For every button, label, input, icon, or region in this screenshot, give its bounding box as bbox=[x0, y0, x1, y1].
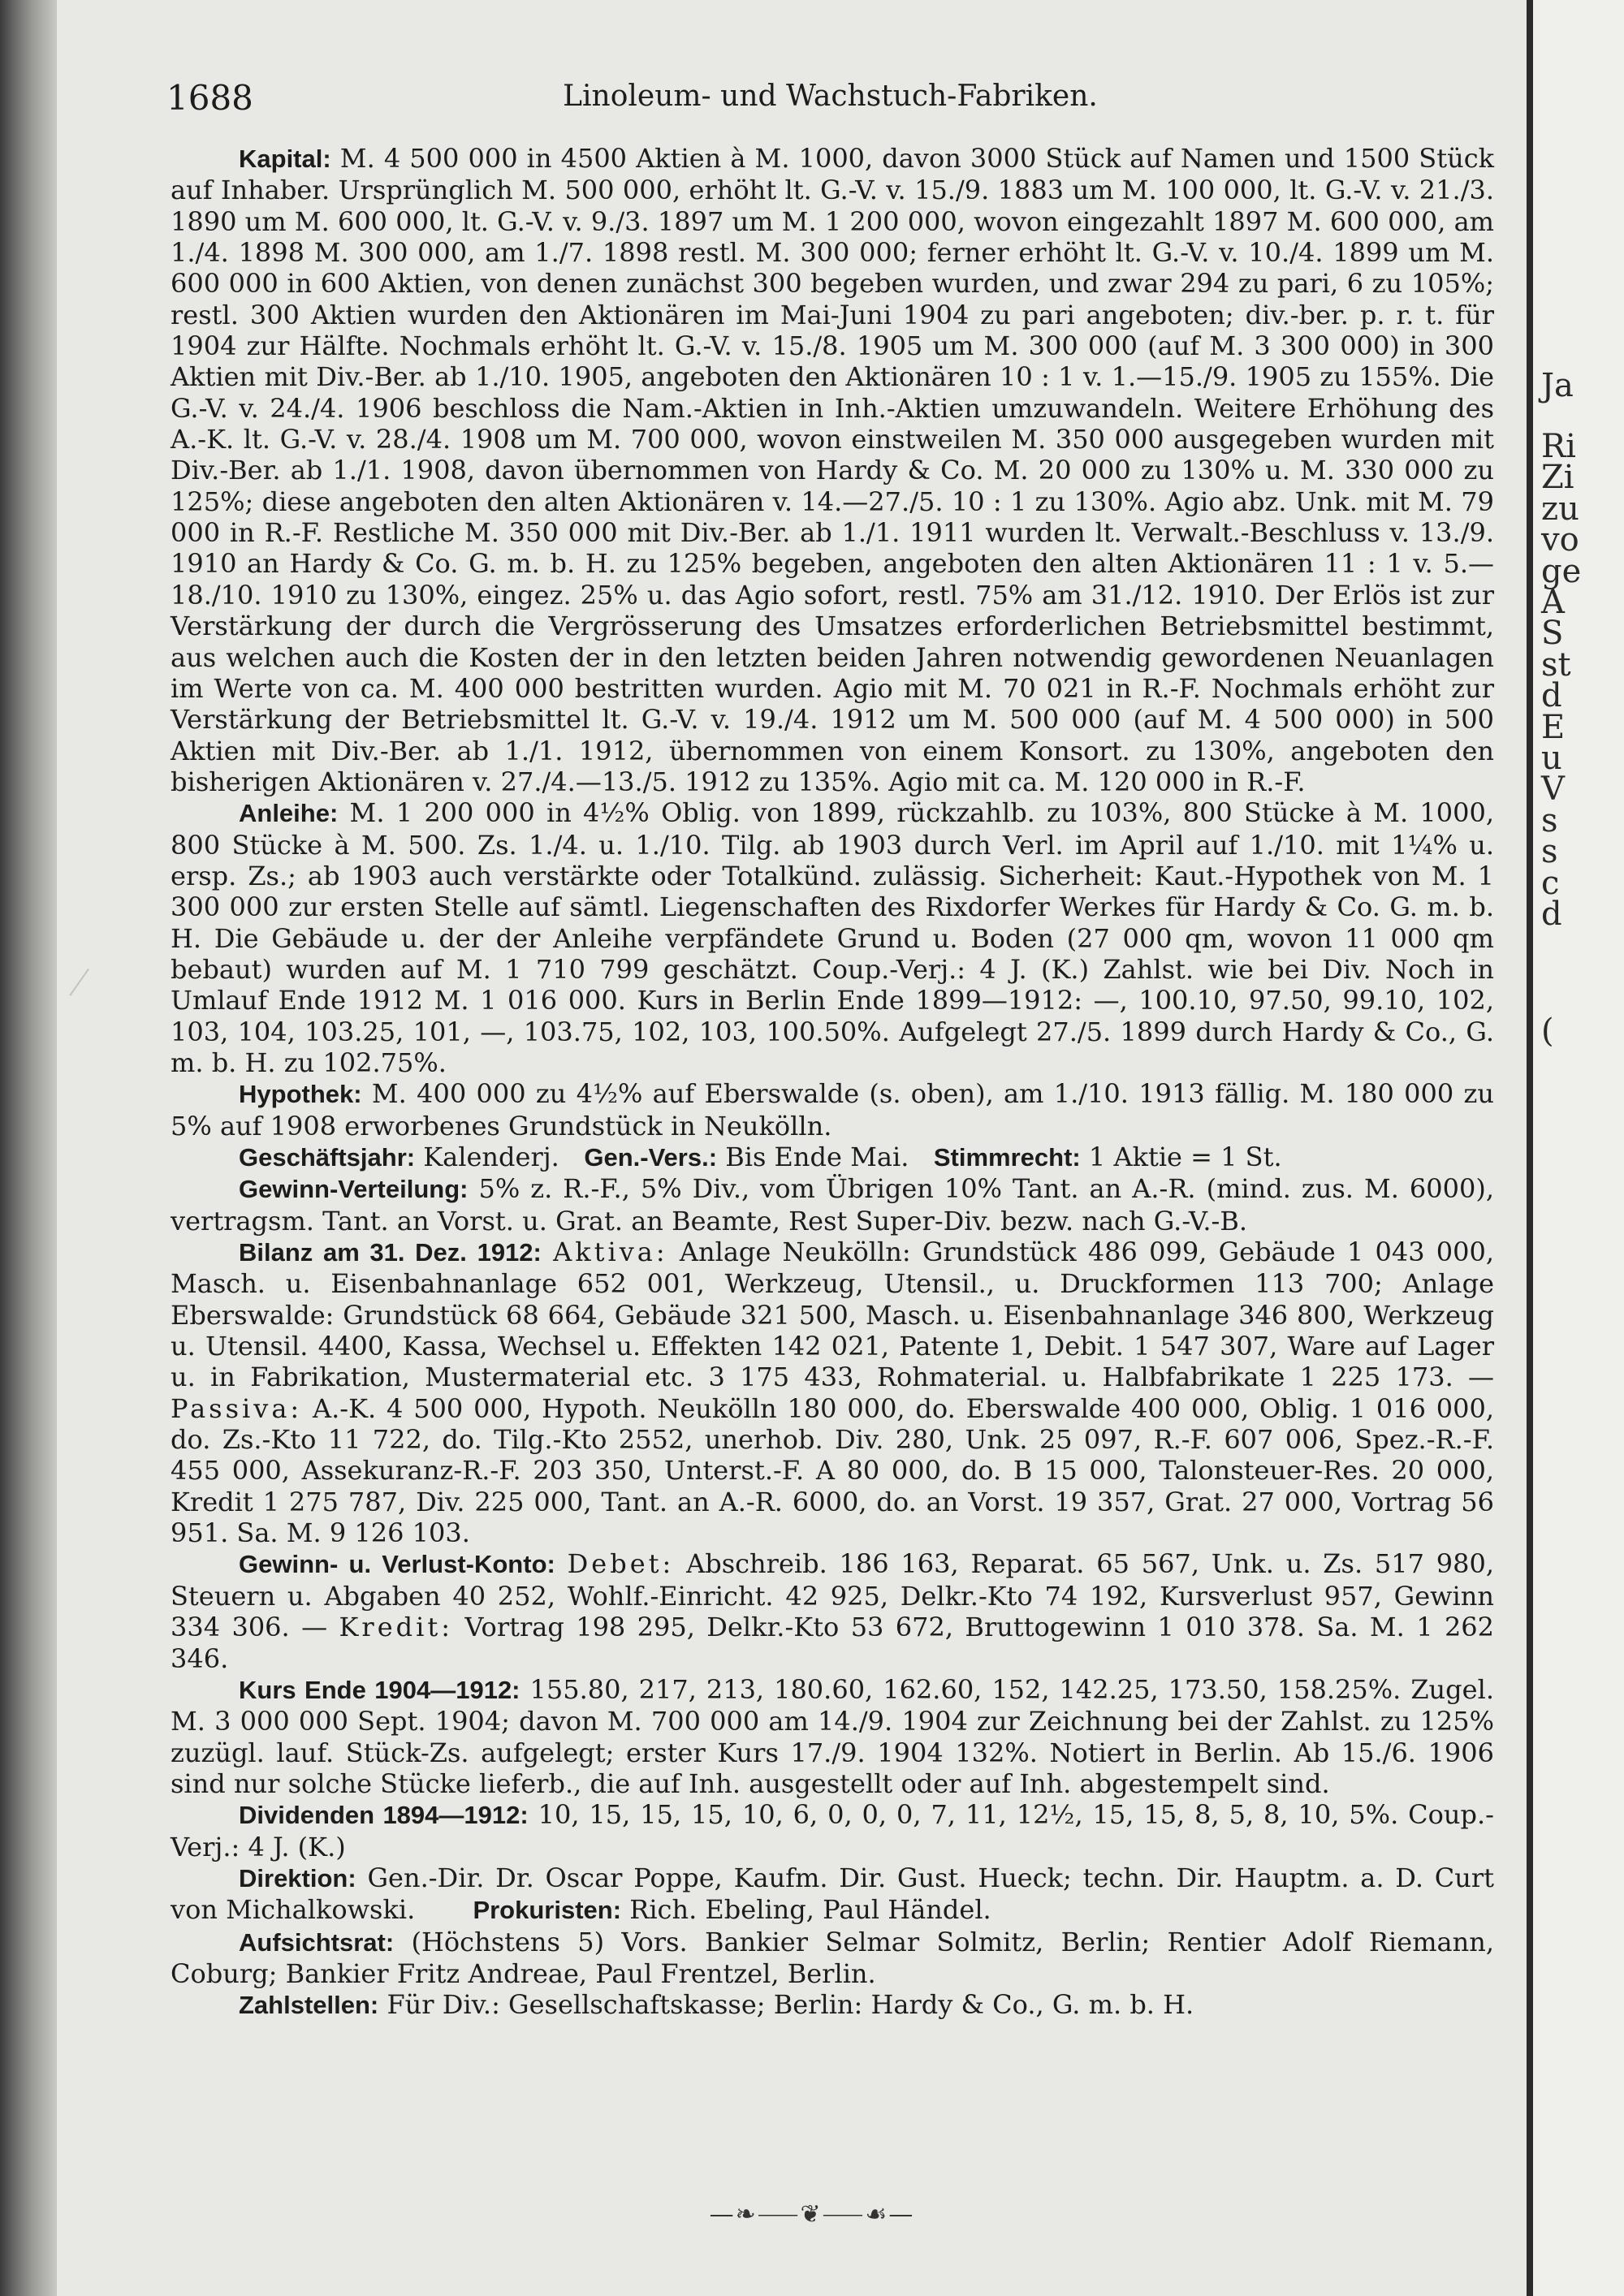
facing-fragment: s bbox=[1541, 833, 1558, 870]
section-dividenden bbox=[171, 1799, 1494, 1862]
section-aufsichtsrat bbox=[171, 1927, 1494, 1990]
section-text: Rich. Ebeling, Paul Händel. bbox=[629, 1894, 991, 1926]
section-hypothek bbox=[171, 1078, 1494, 1142]
section-bilanz bbox=[171, 1236, 1494, 1548]
section-kurs bbox=[171, 1674, 1494, 1799]
section-text: Gen.-Dir. Dr. Oscar Poppe, Kaufm. Dir. Gust. Hueck; techn. Dir. Hauptm. a. D. Curt von Michalkowski. bbox=[171, 1862, 1495, 1926]
section-label: Zahlstellen: bbox=[239, 1991, 379, 2020]
section-text: 10, 15, 15, 15, 10, 6, 0, 0, 0, 7, 11, 12½, 15, 15, 8, 5, 8, 10, 5%. Coup.-Verj.: 4 J. (K.) bbox=[171, 1799, 1494, 1862]
facing-fragment: vo bbox=[1541, 521, 1579, 559]
page-header bbox=[166, 78, 1494, 127]
section-label: Geschäftsjahr: bbox=[239, 1143, 416, 1172]
page-smudge-mark bbox=[69, 969, 101, 1004]
facing-fragment: V bbox=[1541, 770, 1565, 808]
section-text: Abschreib. 186 163, Reparat. 65 567, Unk. u. Zs. 517 980, Steuern u. Abgaben 40 252, Wohlf.-Einricht. 42 925, Delkr.-Kto 74 192, Kursverlust 957, Gewinn 334 306. — bbox=[171, 1548, 1495, 1643]
section-label: Kapital: bbox=[239, 145, 331, 173]
section-label: Aufsichtsrat: bbox=[239, 1927, 395, 1957]
section-label: Anleihe: bbox=[239, 799, 339, 828]
section-text: (Höchstens 5) Vors. Bankier Selmar Solmitz, Berlin; Rentier Adolf Riemann, Coburg; Bankier Fritz Andreae, Paul Frentzel, Berlin. bbox=[171, 1926, 1495, 1989]
facing-fragment: Ri bbox=[1541, 428, 1576, 465]
facing-fragment: A bbox=[1541, 584, 1565, 621]
debet-label: Debet: bbox=[567, 1548, 675, 1580]
page-number: 1688 bbox=[166, 78, 253, 118]
facing-fragment: ge bbox=[1541, 553, 1582, 590]
section-text: 1 Aktie = 1 St. bbox=[1088, 1142, 1282, 1172]
section-text: M. 400 000 zu 4½% auf Eberswalde (s. oben), am 1./10. 1913 fällig. M. 180 000 zu 5% auf 1908 erworbenes Grundstück in Neukölln. bbox=[171, 1078, 1495, 1142]
kredit-label: Kredit: bbox=[339, 1612, 453, 1643]
section-label: Kurs Ende 1904—1912: bbox=[239, 1675, 520, 1704]
book-binding-shadow bbox=[0, 0, 57, 2296]
facing-fragment: S bbox=[1541, 615, 1564, 652]
section-text: Für Div.: Gesellschaftskasse; Berlin: Hardy & Co., G. m. b. H. bbox=[387, 1989, 1194, 2021]
section-geschaeftsjahr bbox=[171, 1142, 1494, 1173]
facing-fragment: s bbox=[1541, 802, 1558, 839]
section-label: Stimmrecht: bbox=[933, 1143, 1081, 1172]
facing-fragment: E bbox=[1541, 709, 1566, 746]
section-zahlstellen bbox=[171, 1989, 1494, 2021]
section-text: Anlage Neukölln: Grundstück 486 099, Gebäude 1 043 000, Masch. u. Eisenbahnanlage 652 001, Werkzeug, Utensil., u. Druckformen 113 700; Anlage Eberswalde: Grundstück 68 664, Gebäude 321 500, Masch. u. Eisenbahnanlage 346 800, Werkzeug u. Utensil. 4400, Kassa, Wechsel u. Effekten 142 021, Patente 1, Debit. 1 547 307, Ware auf Lager u. in Fabrikation, Mustermaterial etc. 3 175 433, Rohmaterial. u. Halbfabrikate 1 225 173. — bbox=[171, 1236, 1495, 1393]
end-ornament: —❧⸺❦⸺☙— bbox=[709, 2200, 915, 2229]
section-label: Hypothek: bbox=[239, 1080, 362, 1109]
facing-page-edge bbox=[1527, 0, 1533, 2296]
facing-fragment: d bbox=[1541, 677, 1562, 714]
section-text: 155.80, 217, 213, 180.60, 162.60, 152, 142.25, 173.50, 158.25%. Zugel. M. 3 000 000 Sept. 1904; davon M. 700 000 am 14./9. 1904 zur Zeichnung bei der Zahlst. zu 125% zuzügl. lauf. Stück-Zs. aufgelegt; erster Kurs 17./9. 1904 132%. Notiert in Berlin. Ab 15./6. 1906 sind nur solche Stücke lieferb., die auf Inh. ausgestellt oder auf Inh. abgestempelt sind. bbox=[171, 1673, 1494, 1799]
section-gewinn-verteilung bbox=[171, 1173, 1494, 1236]
section-direktion bbox=[171, 1862, 1494, 1927]
facing-fragment: zu bbox=[1541, 490, 1579, 528]
section-kapital bbox=[171, 143, 1494, 797]
section-label: Direktion: bbox=[239, 1863, 356, 1892]
aktiva-label: Aktiva: bbox=[553, 1236, 668, 1268]
section-text: Bis Ende Mai. bbox=[725, 1142, 909, 1172]
article-body bbox=[171, 143, 1494, 2022]
running-title: Linoleum- und Wachstuch-Fabriken. bbox=[563, 80, 1098, 113]
section-label: Dividenden 1894—1912: bbox=[239, 1801, 529, 1830]
facing-fragment: c bbox=[1541, 865, 1560, 902]
facing-fragment: Ja bbox=[1541, 367, 1574, 404]
section-text: M. 1 200 000 in 4½% Oblig. von 1899, rückzahlb. zu 103%, 800 Stücke à M. 1000, 800 Stücke à M. 500. Zs. 1./4. u. 1./10. Tilg. ab 1903 durch Verl. im April auf 1./10. mit 1¼% u. ersp. Zs.; ab 1903 auch verstärkte oder Totalkünd. zulässig. Sicherheit: Kaut.-Hypothek von M. 1 300 000 zur ersten Stelle auf sämtl. Liegenschaften des Rixdorfer Werkes für Hardy & Co. G. m. b. H. Die Gebäude u. der der Anleihe verpfändete Grund u. Boden (27 000 qm, wovon 11 000 qm bebaut) wurden auf M. 1 710 799 geschätzt. Coup.-Verj.: 4 J. (K.) Zahlst. wie bei Div. Noch in Umlauf Ende 1912 M. 1 016 000. Kurs in Berlin Ende 1899—1912: —, 100.10, 97.50, 99.10, 102, 103, 104, 103.25, 101, —, 103.75, 102, 103, 100.50%. Aufgelegt 27./5. 1899 durch Hardy & Co., G. m. b. H. zu 102.75%. bbox=[171, 797, 1495, 1078]
facing-fragment: Zi bbox=[1541, 459, 1574, 496]
section-gewinn-verlust bbox=[171, 1548, 1494, 1673]
facing-fragment: st bbox=[1541, 646, 1571, 684]
section-text: M. 4 500 000 in 4500 Aktien à M. 1000, davon 3000 Stück auf Namen und 1500 Stück auf Inhaber. Ursprünglich M. 500 000, erhöht lt. G.-V. v. 15./9. 1883 um M. 100 000, lt. G.-V. v. 21./3. 1890 um M. 600 000, lt. G.-V. v. 9./3. 1897 um M. 1 200 000, wovon eingezahlt 1897 M. 600 000, am 1./4. 1898 M. 300 000, am 1./7. 1898 restl. M. 300 000; ferner erhöht lt. G.-V. v. 10./4. 1899 um M. 600 000 in 600 Aktien, von denen zunächst 300 begeben wurden, und zwar 294 zu pari, 6 zu 105%; restl. 300 Aktien wurden den Aktionären im Mai-Juni 1904 zu pari angeboten; div.-ber. p. r. t. für 1904 zur Hälfte. Nochmals erhöht lt. G.-V. v. 15./8. 1905 um M. 300 000 (auf M. 3 300 000) in 300 Aktien mit Div.-Ber. ab 1./10. 1905, angeboten den Aktionären 10 : 1 v. 1.—15./9. 1905 zu 155%. Die G.-V. v. 24./4. 1906 beschloss die Nam.-Aktien in Inh.-Aktien umzuwandeln. Weitere Erhöhung des A.-K. lt. G.-V. v. 28./4. 1908 um M. 700 000, wovon einstweilen M. 350 000 ausgegeben wurden mit Div.-Ber. ab 1./1. 1908, davon übernommen von Hardy & Co. M. 20 000 zu 130% u. M. 330 000 zu 125%; diese angeboten den alten Aktionären v. 14.—27./5. 10 : 1 zu 130%. Agio abz. Unk. mit M. 79 000 in R.-F. Restliche M. 350 000 mit Div.-Ber. ab 1./1. 1911 wurden lt. Verwalt.-Beschluss v. 13./9. 1910 an Hardy & Co. G. m. b. H. zu 125% begeben, angeboten den alten Aktionären 11 : 1 v. 5.—18./10. 1910 zu 130%, eingez. 25% u. das Agio sofort, restl. 75% am 31./12. 1910. Der Erlös ist zur Verstärkung der durch die Vergrösserung des Umsatzes erforderlichen Betriebsmittel bestimmt, aus welchen auch die Kosten der in den letzten beiden Jahren notwendig gewordenen Neuanlagen im Werte von ca. M. 400 000 bestritten wurden. Agio mit M. 70 021 in R.-F. Nochmals erhöht zur Verstärkung der Betriebsmittel lt. G.-V. v. 19./4. 1912 um M. 500 000 (auf M. 4 500 000) in 500 Aktien mit Div.-Ber. ab 1./1. 1912, übernommen von einem Konsort. zu 130%, angeboten den bisherigen Aktionären v. 27./4.—13./5. 1912 zu 135%. Agio mit ca. M. 120 000 in R.-F. bbox=[171, 143, 1495, 797]
facing-fragment: d bbox=[1541, 896, 1562, 933]
section-text: Vortrag 198 295, Delkr.-Kto 53 672, Bruttogewinn 1 010 378. Sa. M. 1 262 346. bbox=[171, 1612, 1495, 1674]
section-text: 5% z. R.-F., 5% Div., vom Übrigen 10% Tant. an A.-R. (mind. zus. M. 6000), vertragsm. Tant. an Vorst. u. Grat. an Beamte, Rest Super-Div. bezw. nach G.-V.-B. bbox=[171, 1173, 1495, 1236]
section-text: Kalenderj. bbox=[423, 1142, 559, 1172]
section-label: Prokuristen: bbox=[473, 1896, 622, 1925]
facing-fragment: u bbox=[1541, 740, 1562, 777]
facing-page-fragment bbox=[1533, 0, 1624, 2296]
section-label: Gewinn- u. Verlust-Konto: bbox=[239, 1550, 555, 1579]
section-label: Gewinn-Verteilung: bbox=[239, 1175, 469, 1204]
section-label: Gen.-Vers.: bbox=[584, 1143, 718, 1172]
section-text: A.-K. 4 500 000, Hypoth. Neukölln 180 000, do. Eberswalde 400 000, Oblig. 1 016 000, do. Zs.-Kto 11 722, do. Tilg.-Kto 2552, unerhob. Div. 280, Unk. 25 097, R.-F. 607 006, Spez.-R.-F. 455 000, Assekuranz-R.-F. 203 350, Unterst.-F. A 80 000, do. B 15 000, Talonsteuer-Res. 20 000, Kredit 1 275 787, Div. 225 000, Tant. an A.-R. 6000, do. an Vorst. 19 357, Grat. 27 000, Vortrag 56 951. Sa. M. 9 126 103. bbox=[171, 1392, 1495, 1549]
section-label: Bilanz am 31. Dez. 1912: bbox=[239, 1238, 542, 1267]
section-anleihe bbox=[171, 797, 1494, 1078]
passiva-label: Passiva: bbox=[171, 1392, 303, 1424]
facing-fragment: ( bbox=[1541, 1012, 1554, 1050]
